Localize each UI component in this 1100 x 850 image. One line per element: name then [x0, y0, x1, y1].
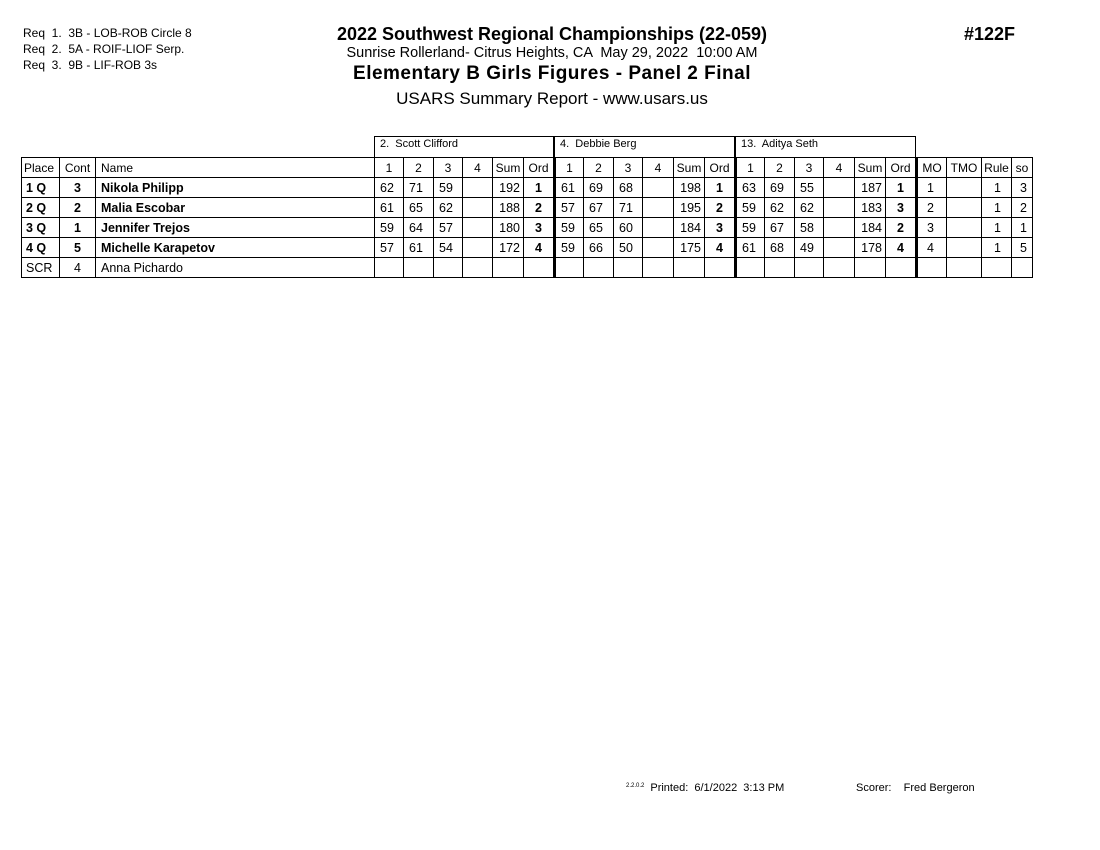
event-location: Sunrise Rollerland- Citrus Heights, CA May 29, 2022 10:00 AM	[346, 45, 758, 61]
requirements-list	[23, 25, 192, 73]
judge1-score-1: 59	[375, 218, 404, 238]
judge-header-2: 4. Debbie Berg	[554, 136, 735, 157]
results-table	[21, 157, 1033, 278]
column-header-judge3-col3: 3	[795, 158, 824, 178]
tmo-cell	[947, 218, 982, 238]
event-number: #122F	[964, 24, 1016, 44]
skater-name-cell: Jennifer Trejos	[96, 218, 375, 238]
judge3-ordinal: 3	[886, 198, 917, 218]
judge2-score-2: 67	[584, 198, 614, 218]
judge1-ordinal	[524, 258, 555, 278]
header-row	[22, 158, 1033, 178]
table-row	[22, 238, 1033, 258]
judge3-score-4	[824, 198, 855, 218]
judge1-score-4	[463, 238, 493, 258]
column-header-so: so	[1012, 158, 1033, 178]
column-header-judge3-col5: Sum	[855, 158, 886, 178]
judge3-score-1: 59	[736, 198, 765, 218]
column-header-judge1-col3: 3	[434, 158, 463, 178]
judge3-score-1: 61	[736, 238, 765, 258]
so-cell	[1012, 258, 1033, 278]
skater-name-cell: Anna Pichardo	[96, 258, 375, 278]
column-header-judge2-col1: 1	[555, 158, 584, 178]
judge3-score-4	[824, 258, 855, 278]
judge1-score-1: 57	[375, 238, 404, 258]
judge3-score-2	[765, 258, 795, 278]
judge3-score-3	[795, 258, 824, 278]
judge2-score-3: 60	[614, 218, 643, 238]
judge2-score-1	[555, 258, 584, 278]
so-cell: 3	[1012, 178, 1033, 198]
judge1-score-3: 54	[434, 238, 463, 258]
skater-name-cell: Nikola Philipp	[96, 178, 375, 198]
judge2-score-4	[643, 238, 674, 258]
place-cell: 2 Q	[22, 198, 60, 218]
judge3-score-4	[824, 178, 855, 198]
tmo-cell	[947, 178, 982, 198]
mo-cell: 2	[917, 198, 947, 218]
judge2-score-3	[614, 258, 643, 278]
place-cell: SCR	[22, 258, 60, 278]
judge1-sum: 192	[493, 178, 524, 198]
rule-cell: 1	[982, 218, 1012, 238]
place-cell: 3 Q	[22, 218, 60, 238]
rule-cell: 1	[982, 198, 1012, 218]
so-cell: 5	[1012, 238, 1033, 258]
judge1-score-2: 71	[404, 178, 434, 198]
judge2-score-4	[643, 178, 674, 198]
column-header-judge1-col1: 1	[375, 158, 404, 178]
column-header-judge1-col4: 4	[463, 158, 493, 178]
judge1-score-2: 61	[404, 238, 434, 258]
table-row	[22, 198, 1033, 218]
so-cell: 1	[1012, 218, 1033, 238]
contestant-number-cell: 4	[60, 258, 96, 278]
mo-cell: 3	[917, 218, 947, 238]
judge3-score-4	[824, 238, 855, 258]
mo-cell	[917, 258, 947, 278]
judge3-sum: 187	[855, 178, 886, 198]
column-header-judge2-col4: 4	[643, 158, 674, 178]
column-header-judge2-col5: Sum	[674, 158, 705, 178]
column-header-judge3-col1: 1	[736, 158, 765, 178]
judge2-score-1: 57	[555, 198, 584, 218]
judge2-ordinal: 2	[705, 198, 736, 218]
requirement-2: Req 2. 5A - ROIF-LIOF Serp.	[23, 42, 185, 56]
judge1-sum: 180	[493, 218, 524, 238]
judge3-score-2: 69	[765, 178, 795, 198]
tmo-cell	[947, 258, 982, 278]
judge2-score-4	[643, 258, 674, 278]
rule-cell	[982, 258, 1012, 278]
version-mark: 2.2.0.2	[626, 783, 645, 789]
judge2-score-2: 66	[584, 238, 614, 258]
judge1-score-3: 59	[434, 178, 463, 198]
judge1-sum: 172	[493, 238, 524, 258]
contestant-number-cell: 3	[60, 178, 96, 198]
column-header-place: Place	[22, 158, 60, 178]
judge2-score-1: 61	[555, 178, 584, 198]
column-header-judge2-col3: 3	[614, 158, 643, 178]
judge1-ordinal: 3	[524, 218, 555, 238]
judge3-sum: 183	[855, 198, 886, 218]
judge1-score-4	[463, 218, 493, 238]
judge1-score-2: 64	[404, 218, 434, 238]
printed-text: Printed: 6/1/2022 3:13 PM	[650, 782, 785, 794]
judge2-sum: 195	[674, 198, 705, 218]
column-header-tmo: TMO	[947, 158, 982, 178]
column-header-judge3-col6: Ord	[886, 158, 917, 178]
judge2-score-3: 50	[614, 238, 643, 258]
judge2-ordinal	[705, 258, 736, 278]
judge2-score-1: 59	[555, 238, 584, 258]
judge2-sum: 175	[674, 238, 705, 258]
column-header-judge3-col2: 2	[765, 158, 795, 178]
judge2-score-2	[584, 258, 614, 278]
judge3-score-1	[736, 258, 765, 278]
judge2-ordinal: 3	[705, 218, 736, 238]
judge2-score-1: 59	[555, 218, 584, 238]
tmo-cell	[947, 198, 982, 218]
judge1-score-3: 62	[434, 198, 463, 218]
column-header-mo: MO	[917, 158, 947, 178]
place-cell: 1 Q	[22, 178, 60, 198]
judge2-score-3: 71	[614, 198, 643, 218]
judge3-score-2: 68	[765, 238, 795, 258]
judge-header-1: 2. Scott Clifford	[374, 136, 554, 157]
judge3-score-3: 62	[795, 198, 824, 218]
judge2-score-2: 65	[584, 218, 614, 238]
judge3-score-4	[824, 218, 855, 238]
report-title: USARS Summary Report - www.usars.us	[396, 89, 708, 108]
judge2-sum: 198	[674, 178, 705, 198]
judge2-score-4	[643, 218, 674, 238]
column-header-judge2-col2: 2	[584, 158, 614, 178]
contestant-number-cell: 2	[60, 198, 96, 218]
judge3-score-3: 49	[795, 238, 824, 258]
judge1-score-1	[375, 258, 404, 278]
rule-cell: 1	[982, 178, 1012, 198]
so-cell: 2	[1012, 198, 1033, 218]
judge-header-3: 13. Aditya Seth	[735, 136, 916, 157]
judge1-ordinal: 4	[524, 238, 555, 258]
judge2-score-4	[643, 198, 674, 218]
rule-cell: 1	[982, 238, 1012, 258]
column-header-rule: Rule	[982, 158, 1012, 178]
contestant-number-cell: 1	[60, 218, 96, 238]
judge1-score-1: 62	[375, 178, 404, 198]
judge3-sum: 178	[855, 238, 886, 258]
printed-timestamp	[626, 782, 784, 794]
judge1-score-2: 65	[404, 198, 434, 218]
judge2-ordinal: 1	[705, 178, 736, 198]
judge3-ordinal	[886, 258, 917, 278]
requirement-1: Req 1. 3B - LOB-ROB Circle 8	[23, 26, 192, 40]
skater-name-cell: Michelle Karapetov	[96, 238, 375, 258]
judge1-score-1: 61	[375, 198, 404, 218]
judge1-score-3	[434, 258, 463, 278]
table-row	[22, 218, 1033, 238]
judge3-score-2: 62	[765, 198, 795, 218]
column-header-judge1-col2: 2	[404, 158, 434, 178]
place-cell: 4 Q	[22, 238, 60, 258]
mo-cell: 4	[917, 238, 947, 258]
judge3-score-1: 63	[736, 178, 765, 198]
event-title: 2022 Southwest Regional Championships (22-059)	[336, 24, 768, 44]
judge3-score-3: 58	[795, 218, 824, 238]
judge2-sum	[674, 258, 705, 278]
judge3-score-3: 55	[795, 178, 824, 198]
judge3-sum	[855, 258, 886, 278]
judge1-score-4	[463, 198, 493, 218]
judge2-score-3: 68	[614, 178, 643, 198]
event-subtitle: Elementary B Girls Figures - Panel 2 Final	[353, 63, 751, 84]
requirement-3: Req 3. 9B - LIF-ROB 3s	[23, 58, 158, 72]
judge1-score-3: 57	[434, 218, 463, 238]
judge2-sum: 184	[674, 218, 705, 238]
judge1-ordinal: 2	[524, 198, 555, 218]
judge1-score-4	[463, 178, 493, 198]
skater-name-cell: Malia Escobar	[96, 198, 375, 218]
judge3-ordinal: 1	[886, 178, 917, 198]
judge3-ordinal: 2	[886, 218, 917, 238]
column-header-judge1-col6: Ord	[524, 158, 555, 178]
judge1-ordinal: 1	[524, 178, 555, 198]
table-row	[22, 258, 1033, 278]
judge3-ordinal: 4	[886, 238, 917, 258]
judge1-sum: 188	[493, 198, 524, 218]
judge2-score-2: 69	[584, 178, 614, 198]
column-header-cont: Cont	[60, 158, 96, 178]
tmo-cell	[947, 238, 982, 258]
column-header-judge2-col6: Ord	[705, 158, 736, 178]
judge3-score-2: 67	[765, 218, 795, 238]
column-header-judge1-col5: Sum	[493, 158, 524, 178]
judge1-sum	[493, 258, 524, 278]
judge3-sum: 184	[855, 218, 886, 238]
judge1-score-2	[404, 258, 434, 278]
judge3-score-1: 59	[736, 218, 765, 238]
scorer-name: Scorer: Fred Bergeron	[856, 782, 975, 794]
mo-cell: 1	[917, 178, 947, 198]
contestant-number-cell: 5	[60, 238, 96, 258]
table-row	[22, 178, 1033, 198]
column-header-name: Name	[96, 158, 375, 178]
column-header-judge3-col4: 4	[824, 158, 855, 178]
judge1-score-4	[463, 258, 493, 278]
judge2-ordinal: 4	[705, 238, 736, 258]
